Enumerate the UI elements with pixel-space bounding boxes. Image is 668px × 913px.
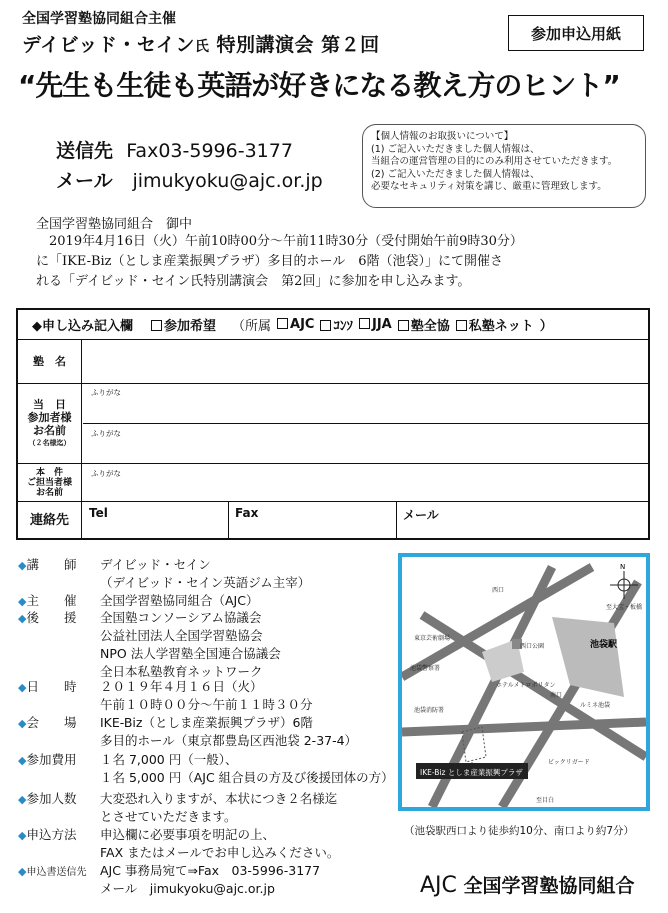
contact-row <box>18 502 648 538</box>
detail-fee: ◆参加費用 １名 7,000 円（一般）、 １名 5,000 円（AJC 組合員の方及び後援団体の方） <box>18 752 394 785</box>
diamond-icon: ◆ <box>18 829 27 842</box>
diamond-icon: ◆ <box>18 595 27 608</box>
furigana-label: ふりがな <box>91 388 121 397</box>
map-label-station: 池袋駅 <box>590 640 618 650</box>
footer-org-name: 全国学習塾協同組合 <box>463 875 635 897</box>
school-label: 塾 名 <box>18 340 82 383</box>
map-label-lumine: ルミネ池袋 <box>580 702 611 709</box>
detail-method: ◆申込方法 申込欄に必要事項を明記の上、 FAX またはメールでお申し込みください。 <box>18 827 340 860</box>
map-label-park: 西口公園 <box>520 643 545 650</box>
checkbox-icon <box>320 320 331 331</box>
map-label-gate: 至大宝・板橋 <box>606 604 643 611</box>
map-label-south-exit: 南口 <box>550 692 563 699</box>
map-label-theater: 東京芸術劇場 <box>414 635 451 642</box>
diamond-icon: ◆ <box>18 793 27 806</box>
diamond-icon: ◆ <box>18 717 27 730</box>
ajc-logo: AJC <box>420 873 457 898</box>
svg-text:N: N <box>620 563 626 571</box>
checkbox-icon <box>359 318 370 329</box>
venue-map <box>398 553 650 811</box>
attendee-name-field-2[interactable] <box>83 424 648 464</box>
venue-label: IKE-Biz としま産業振興プラザ <box>420 768 523 777</box>
aff-shijuku[interactable]: 私塾ネット <box>456 315 534 334</box>
school-field[interactable] <box>83 340 648 383</box>
detail-datetime: ◆日 時 ２０１９年４月１６日（火） 午前１０時００分～午前１１時３０分 <box>18 679 313 712</box>
map-label-fire: 池袋消防署 <box>414 707 445 714</box>
aff-zenkyo[interactable]: 塾全協 <box>398 315 450 334</box>
contact-label: 連絡先 <box>18 502 82 538</box>
detail-support: ◆後 援 全国塾コンソーシアム協議会 公益社団法人全国学習塾協会 NPO 法人学習塾全国連合協議会 全日本私塾教育ネットワーク <box>18 610 281 679</box>
checkbox-icon <box>398 320 409 331</box>
attendee-row <box>18 384 648 464</box>
contact-person-label: 本 件 ご担当者様 お名前 <box>18 464 82 501</box>
map-caption: （池袋駅西口より徒歩約10分、南口より約7分） <box>404 825 635 837</box>
school-row <box>18 340 648 384</box>
attendee-name-field-1[interactable] <box>83 384 648 424</box>
diamond-icon: ◆ <box>18 754 27 767</box>
subtitle-rest: 特別講演会 第２回 <box>209 34 380 56</box>
map-label-mejiro: 至目白 <box>536 797 555 804</box>
contact-person-field[interactable] <box>83 464 648 501</box>
attend-checkbox[interactable]: 参加希望 <box>151 315 216 334</box>
mail-line <box>56 166 323 193</box>
detail-venue: ◆会 場 IKE-Biz（としま産業振興プラザ）6階 多目的ホール（東京都豊島区西池袋 2-37-4） <box>18 715 358 748</box>
fax-value: Fax03-5996-3177 <box>126 140 293 162</box>
map-label-west-exit: 西口 <box>492 587 505 594</box>
mail-value: jimukyoku@ajc.or.jp <box>132 170 323 192</box>
checkbox-icon <box>456 320 467 331</box>
addressee: 全国学習塾協同組合 御中 <box>36 217 193 232</box>
subtitle-honorific: 氏 <box>194 39 210 55</box>
privacy-line: 当組合の運営管理の目的にのみ利用させていただきます。 <box>371 156 618 167</box>
form-head-label: ◆申し込み記入欄 <box>32 319 133 334</box>
subtitle-speaker: デイビッド・セイン <box>22 34 195 56</box>
host-line: 全国学習塾協同組合主催 <box>22 11 176 27</box>
event-subtitle <box>22 30 380 57</box>
affiliation-close: ） <box>539 319 553 334</box>
fax-line <box>56 136 293 163</box>
affiliation-open: （所属 <box>232 319 272 334</box>
privacy-line: (2) ご記入いただきました個人情報は、 <box>371 168 540 180</box>
detail-host: ◆主 催 全国学習塾協同組合（AJC） <box>18 593 259 608</box>
fax-field[interactable]: Fax <box>229 502 397 538</box>
form-header <box>18 310 648 340</box>
fax-label: 送信先 <box>56 140 114 162</box>
diamond-icon: ◆ <box>18 612 27 625</box>
privacy-line: 必要なセキュリティ対策を講じ、厳重に管理致します。 <box>371 181 607 192</box>
detail-lecturer: ◆講 師 デイビッド・セイン （デイビッド・セイン英語ジム主宰） <box>18 557 311 590</box>
map-label-police: 池袋警察署 <box>410 665 441 672</box>
privacy-title: 【個人情報のお取扱いについて】 <box>371 131 514 142</box>
map-drawing <box>402 557 646 807</box>
mail-label: メール <box>56 170 113 192</box>
aff-jja[interactable]: JJA <box>359 317 392 332</box>
intro-line: 2019年4月16日（火）午前10時00分～午前11時30分（受付開始午前9時30分） <box>36 234 523 249</box>
detail-send: ◆申込書送信先 AJC 事務局宛て⇒Fax 03-5996-3177 メール jimukyoku@ajc.or.jp <box>18 863 321 896</box>
diamond-icon: ◆ <box>18 865 27 878</box>
privacy-notice <box>362 124 646 208</box>
intro-line: に「IKE-Biz（としま産業振興プラザ）多目的ホール 6階（池袋）」にて開催さ <box>36 254 504 269</box>
application-form <box>16 308 650 540</box>
diamond-icon: ◆ <box>18 681 27 694</box>
privacy-line: (1) ご記入いただきました個人情報は、 <box>371 143 540 155</box>
footer-org <box>420 871 635 898</box>
map-label-bic: ビックリガード <box>548 759 590 766</box>
furigana-label: ふりがな <box>91 429 121 438</box>
furigana-label: ふりがな <box>91 469 121 478</box>
intro-text <box>36 232 640 292</box>
tel-field[interactable]: Tel <box>83 502 229 538</box>
intro-line: れる「デイビッド・セイン氏特別講演会 第2回」に参加を申し込みます。 <box>36 274 471 289</box>
form-badge: 参加申込用紙 <box>508 15 644 51</box>
detail-capacity: ◆参加人数 大変恐れ入りますが、本状につき２名様迄 とさせていただきます。 <box>18 791 338 824</box>
main-title: “先生も生徒も英語が好きになる教え方のヒント” <box>18 69 620 102</box>
station-area <box>552 617 624 697</box>
map-label-metropolitan: ホテルメトロポリタン <box>496 682 556 689</box>
aff-ajc[interactable]: AJC <box>277 317 314 332</box>
contact-person-row <box>18 464 648 502</box>
aff-conso[interactable]: ｺﾝｿ <box>320 315 353 334</box>
email-field[interactable]: メール <box>403 508 439 522</box>
checkbox-icon <box>151 320 162 331</box>
attendee-label: 当 日 参加者様 お名前 （２名様迄） <box>18 384 82 463</box>
diamond-icon: ◆ <box>18 559 27 572</box>
checkbox-icon <box>277 318 288 329</box>
